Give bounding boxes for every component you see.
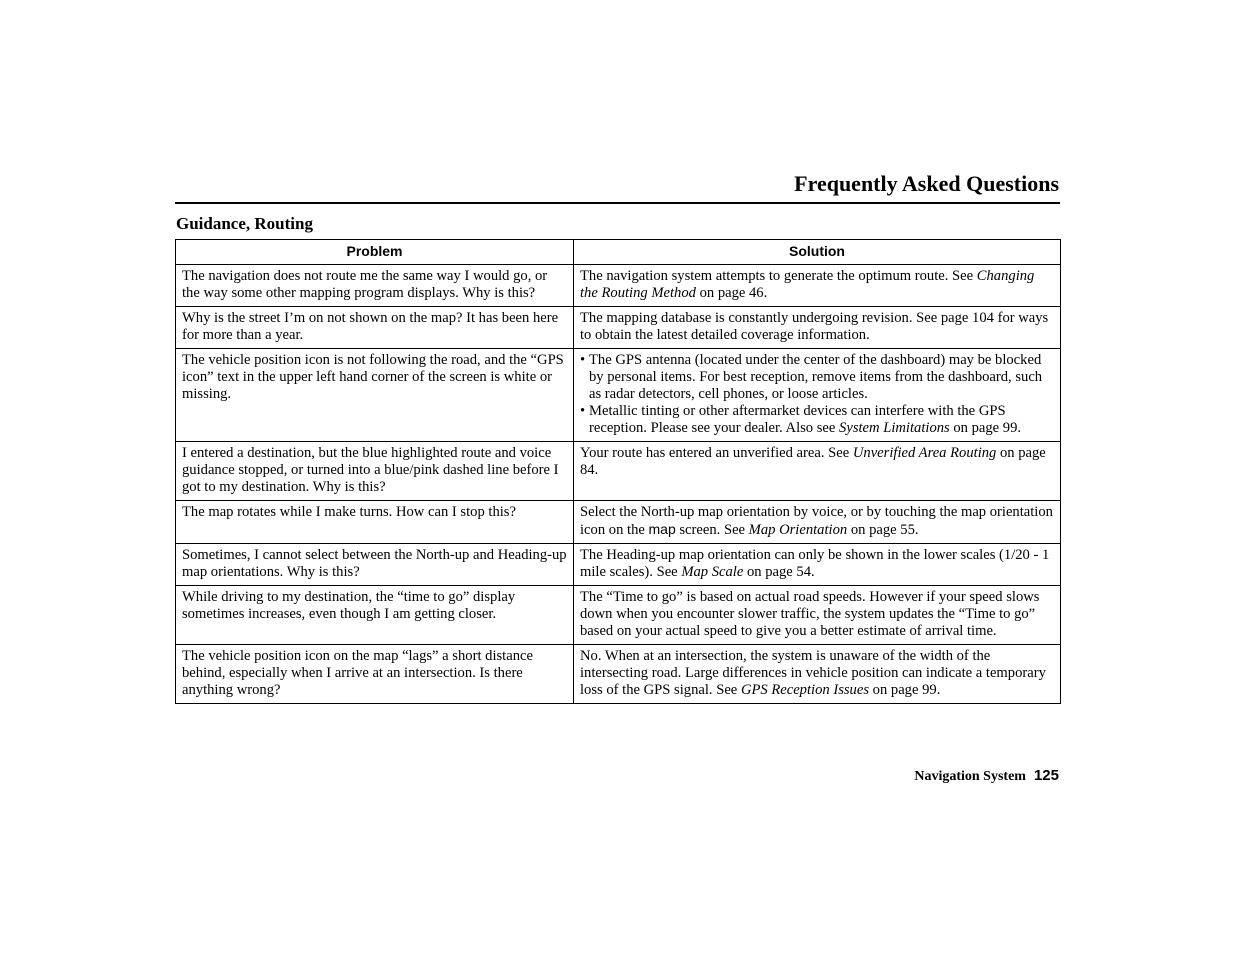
page-number: 125: [1033, 767, 1059, 784]
table-row: [176, 349, 1061, 442]
solution-text: The Heading-up map orientation can only be shown in the lower scales (1/20 - 1 mile scales). See: [580, 547, 1050, 580]
column-header-solution: Solution: [574, 240, 1061, 265]
problem-cell: While driving to my destination, the “time to go” display sometimes increases, even though I am getting closer.: [176, 586, 574, 645]
page-reference: System Limitations: [839, 420, 950, 436]
solution-text: on page 99.: [949, 420, 1022, 436]
solution-cell: [574, 265, 1061, 307]
table-row: [176, 586, 1061, 645]
page-reference: Map Scale: [681, 564, 744, 580]
solution-text: on page 54.: [743, 564, 815, 580]
solution-text: No. When at an intersection, the system is unaware of the width of the intersecting road. Large differences in vehicle position can indicate a temporary loss of the GPS signal. See: [580, 648, 1046, 698]
solution-text: The GPS antenna (located under the center of the dashboard) may be blocked by personal items. For best reception, remove items from the dashboard, such as radar detectors, cell phones, or loose articles.: [589, 352, 1043, 402]
solution-text: The mapping database is constantly undergoing revision. See page 104 for ways to obtain the latest detailed coverage information.: [580, 310, 1049, 343]
solution-text: on page 55.: [847, 522, 919, 538]
table-row: [176, 645, 1061, 704]
page-footer: [914, 766, 1059, 787]
solution-cell: [574, 307, 1061, 349]
problem-cell: I entered a destination, but the blue highlighted route and voice guidance stopped, or turned into a blue/pink dashed line before I got to my destination. Why is this?: [176, 442, 574, 501]
solution-text: on page 84.: [580, 445, 1046, 478]
solution-bullet: [580, 403, 1055, 437]
solution-text: on page 46.: [695, 285, 768, 301]
page-reference: Unverified Area Routing: [852, 445, 997, 461]
table-row: [176, 307, 1061, 349]
solution-cell: [574, 544, 1061, 586]
page-reference: Map Orientation: [748, 522, 848, 538]
page-reference: Changing the Routing Method: [580, 268, 1035, 301]
solution-text: on page 99.: [869, 682, 941, 698]
solution-text: screen. See: [675, 522, 749, 538]
bullet-icon: •: [580, 352, 586, 368]
solution-text: Your route has entered an unverified area. See: [580, 445, 853, 461]
solution-cell: [574, 586, 1061, 645]
faq-table: [175, 239, 1061, 704]
table-row: [176, 544, 1061, 586]
table-row: [176, 265, 1061, 307]
solution-text: Select the North-up map orientation by voice, or by touching the map orientation icon on the: [580, 504, 1053, 538]
table-row: [176, 501, 1061, 544]
column-header-problem: Problem: [176, 240, 574, 265]
problem-cell: The navigation does not route me the same way I would go, or the way some other mapping program displays. Why is this?: [176, 265, 574, 307]
problem-cell: Sometimes, I cannot select between the North-up and Heading-up map orientations. Why is this?: [176, 544, 574, 586]
problem-cell: The vehicle position icon on the map “lags” a short distance behind, especially when I arrive at an intersection. Is there anything wrong?: [176, 645, 574, 704]
page-reference: GPS Reception Issues: [740, 682, 870, 698]
solution-bullet-list: [580, 352, 1055, 437]
page-title: Frequently Asked Questions: [794, 171, 1059, 196]
section-heading: Guidance, Routing: [176, 214, 313, 233]
table-header-row: [176, 240, 1061, 265]
solution-cell: [574, 442, 1061, 501]
problem-cell: The map rotates while I make turns. How can I stop this?: [176, 501, 574, 544]
solution-text: The “Time to go” is based on actual road speeds. However if your speed slows down when you encounter slower traffic, the system updates the “Time to go” based on your actual speed to give you a better estimate of arrival time.: [580, 589, 1040, 639]
solution-cell: [574, 349, 1061, 442]
table-row: [176, 442, 1061, 501]
problem-cell: Why is the street I’m on not shown on the map? It has been here for more than a year.: [176, 307, 574, 349]
solution-bullet: [580, 352, 1055, 403]
footer-label: Navigation System: [914, 769, 1026, 784]
problem-cell: The vehicle position icon is not following the road, and the “GPS icon” text in the upper left hand corner of the screen is white or missing.: [176, 349, 574, 442]
solution-text: Metallic tinting or other aftermarket devices can interfere with the GPS reception. Please see your dealer. Also see: [589, 403, 1006, 436]
bullet-icon: •: [580, 403, 586, 419]
solution-cell: [574, 501, 1061, 544]
solution-text: The navigation system attempts to generate the optimum route. See: [580, 268, 977, 284]
title-divider: [175, 202, 1060, 204]
screen-keyword: map: [648, 521, 676, 537]
solution-cell: [574, 645, 1061, 704]
